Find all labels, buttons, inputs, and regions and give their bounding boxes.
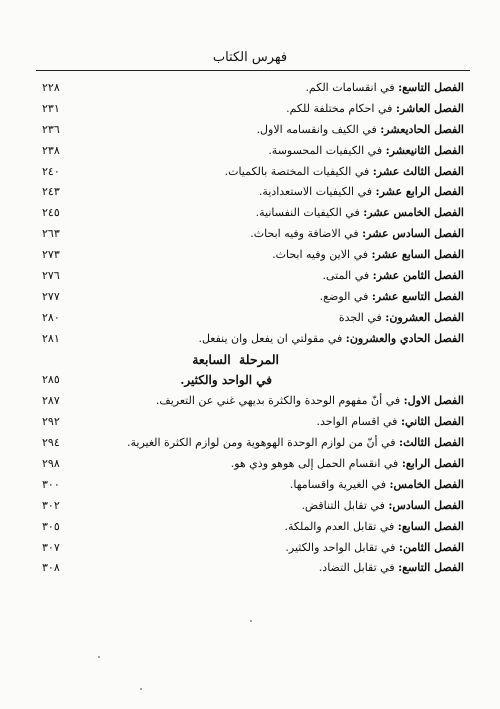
chapter-text: في أنّ مفهوم الوحدة والكثرة بديهي غني عن التعريف. [155, 394, 404, 408]
toc-entry-title [256, 203, 464, 224]
chapter-text: في الكيف وانقسامه الاول. [256, 122, 381, 136]
toc-entry-title [250, 224, 464, 245]
chapter-label: الفصل السابع عشر: [371, 248, 464, 262]
page-number: ٣٠٢ [42, 498, 60, 512]
chapter-text: في تقابل التضاد. [318, 561, 399, 575]
page-number: ٢٧٦ [42, 269, 60, 283]
toc-entry[interactable] [34, 517, 474, 538]
toc-entry[interactable] [34, 329, 474, 350]
chapter-label: الفصل العشرون: [385, 310, 464, 324]
chapter-label: الفصل الثاني: [400, 415, 464, 429]
chapter-label: الفصل الثانيعشر: [385, 143, 464, 157]
page-number: ٢٤٠ [42, 164, 60, 178]
toc-entry-title [285, 538, 464, 559]
toc-entry-title [286, 99, 464, 120]
toc-entry[interactable] [34, 496, 474, 517]
chapter-label: الفصل التاسع: [398, 81, 464, 94]
toc-entry[interactable] [34, 203, 474, 224]
page-number: ٢٧٧ [42, 289, 60, 303]
page-number: ٢٣١ [42, 101, 60, 115]
stage-subtitle-row[interactable] [34, 370, 474, 391]
toc-entry[interactable] [34, 433, 474, 454]
chapter-label: الفصل الحادي والعشرون: [345, 331, 464, 345]
page-number: ٢٤٣ [42, 185, 60, 199]
stage-subtitle: في الواحد والكثير. [180, 373, 272, 388]
print-speck [98, 656, 100, 658]
page-number: ٢٨٠ [42, 310, 60, 324]
page-number: ٢٩٢ [42, 415, 60, 429]
toc-entry-title [257, 120, 464, 141]
toc-entry[interactable] [34, 538, 474, 559]
toc-entry[interactable] [34, 391, 474, 412]
toc-entry[interactable] [34, 162, 474, 183]
toc-entry-title [320, 287, 464, 308]
toc-entry[interactable] [34, 245, 474, 266]
page-number: ٢٢٨ [42, 81, 60, 94]
chapter-label: الفصل الخامس: [389, 477, 464, 491]
print-speck [140, 688, 142, 690]
header-rule [36, 70, 470, 71]
toc-entry[interactable] [34, 99, 474, 120]
chapter-label: الفصل الرابع: [401, 457, 464, 471]
chapter-text: في الاضافة وفيه ابحاث. [250, 227, 363, 241]
chapter-label: الفصل السابع: [397, 519, 464, 533]
stage-heading: المرحلة السابعة [192, 351, 279, 367]
page-number: ٣٠٧ [42, 540, 60, 554]
toc-entry-title [127, 433, 464, 454]
page-number: ٢٨١ [42, 331, 60, 345]
toc-entry-title [156, 391, 464, 412]
toc-entry-title [290, 475, 464, 496]
chapter-text: في المتى. [322, 269, 373, 283]
chapter-label: الفصل التاسع عشر: [371, 289, 464, 303]
toc-entry-title [231, 454, 464, 475]
page-number: ٣٠٥ [42, 519, 60, 533]
chapter-label: الفصل الاول: [403, 394, 464, 408]
chapter-text: في تقابل العدم والملكة. [284, 519, 398, 533]
chapter-label: الفصل الثامن عشر: [372, 269, 464, 283]
chapter-label: الفصل الثامن: [398, 540, 464, 554]
print-speck [250, 620, 252, 622]
page-number: ٢٣٨ [42, 143, 60, 157]
chapter-text: في الاين وفيه ابحاث. [272, 248, 372, 262]
chapter-label: الفصل السادس: [388, 498, 464, 512]
page-number: ٣٠٨ [42, 561, 60, 575]
toc-entry[interactable] [34, 412, 474, 433]
toc-entry-title [268, 141, 464, 162]
toc-entry[interactable] [34, 558, 474, 579]
chapter-label: الفصل العاشر: [395, 101, 464, 115]
page-number: ٢٨٥ [42, 373, 60, 387]
chapter-text: في تقابل الواحد والكثير. [285, 540, 399, 554]
chapter-label: الفصل الثالث عشر: [372, 164, 464, 178]
chapter-text: في اقسام الواحد. [316, 415, 401, 429]
chapter-text: في احكام مختلفة للكم. [286, 101, 396, 115]
chapter-label: الفصل الخامس عشر: [363, 206, 464, 220]
page-header-title: فهرس الكتاب [212, 50, 288, 65]
chapter-label: الفصل الثالث: [399, 436, 464, 450]
chapter-label: الفصل السادس عشر: [362, 227, 464, 241]
toc-entry[interactable] [34, 78, 474, 99]
toc-chapters-after [34, 391, 474, 579]
toc-entry-title [198, 329, 464, 350]
toc-entry-title [301, 496, 464, 517]
toc-entry-title [322, 266, 464, 287]
table-of-contents [34, 78, 474, 579]
chapter-text: في تقابل التناقض. [301, 498, 389, 512]
chapter-text: في الجدة [338, 310, 386, 324]
chapter-label: الفصل الحاديعشر: [380, 122, 464, 136]
toc-entry[interactable] [34, 287, 474, 308]
toc-entry[interactable] [34, 308, 474, 329]
chapter-label: الفصل التاسع: [398, 561, 464, 575]
page-number: ٢٦٣ [42, 227, 60, 241]
chapter-text: في الكيفيات المحسوسة. [268, 143, 386, 157]
chapter-text: في انقسامات الكم. [305, 81, 399, 94]
chapter-text: في الكيفيات المختصة بالكميات. [224, 164, 373, 178]
toc-entry-title [319, 558, 464, 579]
toc-entry-title [339, 308, 464, 329]
toc-entry-title [272, 245, 464, 266]
chapter-text: في انقسام الحمل إلى هوهو وذي هو. [230, 457, 402, 471]
chapter-text: في الغيرية واقسامها. [289, 477, 390, 491]
page-number: ٢٩٤ [42, 436, 60, 450]
toc-entry[interactable] [34, 182, 474, 203]
chapter-text: في الكيفيات النفسانية. [255, 206, 364, 220]
chapter-label: الفصل الرابع عشر: [375, 185, 464, 199]
toc-entry-title [305, 78, 464, 99]
page-number: ٢٤٥ [42, 206, 60, 220]
page-number: ٢٣٦ [42, 122, 60, 136]
toc-entry-title [284, 517, 464, 538]
chapter-text: في الوضع. [319, 289, 372, 303]
toc-entry[interactable] [34, 224, 474, 245]
page-number: ٣٠٠ [42, 477, 60, 491]
toc-entry-title [225, 162, 464, 183]
toc-entry[interactable] [34, 141, 474, 162]
page-number: ٢٧٣ [42, 248, 60, 262]
toc-chapters-before [34, 78, 474, 350]
toc-entry-title [259, 182, 464, 203]
chapter-text: في مقولتي ان يفعل وان ينفعل. [198, 331, 346, 345]
toc-entry[interactable] [34, 454, 474, 475]
toc-entry[interactable] [34, 120, 474, 141]
toc-entry[interactable] [34, 266, 474, 287]
chapter-text: في الكيفيات الاستعدادية. [258, 185, 376, 199]
chapter-text: في أنّ من لوازم الوحدة الهوهوية ومن لوازم الكثرة الغيرية. [127, 436, 400, 450]
page-number: ٢٩٨ [42, 457, 60, 471]
toc-entry-title [317, 412, 464, 433]
page-number: ٢٨٧ [42, 394, 60, 408]
toc-entry[interactable] [34, 475, 474, 496]
